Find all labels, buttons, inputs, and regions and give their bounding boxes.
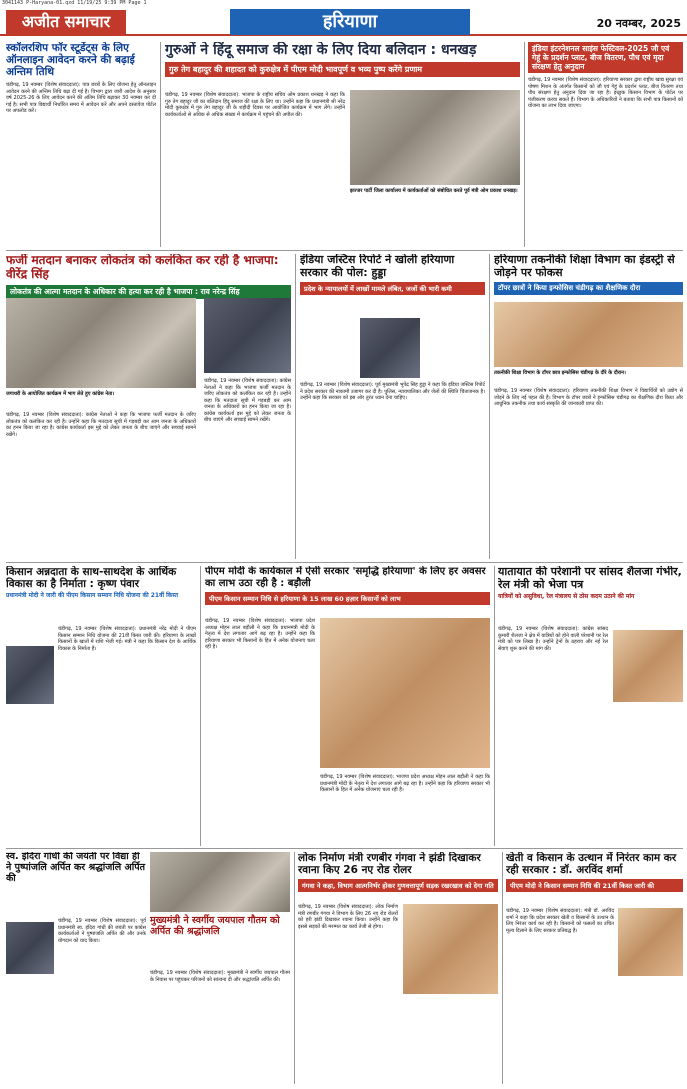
story-subhead: प्रदेश के न्यायालयों में लाखों मामले लंबित, जजों की भारी कमी [300, 282, 485, 295]
story-body: चंडीगढ़, 19 नवम्बर (विशेष संवाददाता): कांग्रेस सांसद कुमारी शैलजा ने क्षेत्र में यात्रियों को होने वाली परेशानी पर रेल मंत्री को पत्र लिखा है। उन्होंने ट्रेनों के ठहराव और नई रेल सेवाएं शुरू करने की मांग की। [498, 626, 608, 652]
story-body: चंडीगढ़, 19 नवम्बर (विशेष संवाददाता): प्रधानमंत्री नरेंद्र मोदी ने पीएम किसान सम्मान निधि योजना की 21वीं किस्त जारी की। हरियाणा के लाखों किसानों के खातों में राशि भेजी गई। मंत्री ने कहा कि किसान देश के आर्थिक विकास के निर्माता हैं। [58, 626, 196, 652]
story-dhankhar [165, 42, 520, 247]
story-headline: यातायात की परेशानी पर सांसद शैलजा गंभीर, रेल मंत्री को भेजा पत्र [498, 566, 682, 591]
story-headline: हरियाणा तकनीकी शिक्षा विभाग का इंडस्ट्री से जोड़ने पर फोकस [494, 254, 675, 279]
story-subhead: पीएम मोदी ने किसान सम्मान निधि की 21वीं किस्त जारी की [506, 879, 683, 892]
story-subhead: गुरु तेग बहादुर की शहादत को कुरुक्षेत्र में पीएम मोदी भावपूर्ण व भव्य पुष्प करेंगे प्रणाम [165, 62, 520, 77]
story-photo [6, 298, 196, 388]
story-fake-voting [6, 254, 291, 559]
photo-caption: झज्जर पार्टी जिला कार्यालय में कार्यकर्ताओं को संबोधित करते पूर्व मंत्री ओम प्रकाश धनखड़। [350, 188, 518, 194]
story-subhead: गंगवा ने कहा, विभाग आत्मनिर्भर होकर गुणवत्तापूर्ण सड़क रखरखाव को देगा गति [298, 879, 498, 892]
portrait-photo [613, 630, 683, 702]
story-headline: लोक निर्माण मंत्री रणबीर गंगवा ने झंडी दिखाकर रवाना किए 26 नए रोड रोलर [298, 852, 481, 877]
story-body: चंडीगढ़, 19 नवम्बर (विशेष संवाददाता): मंत्री डॉ. अरविंद शर्मा ने कहा कि प्रदेश सरकार खेती व किसानों के उत्थान के लिए निरंतर कार्य कर रही है। किसानों को फसलों का उचित मूल्य दिलाने के लिए सरकार प्रतिबद्ध है। [506, 908, 614, 934]
story-farmers-panwar [6, 566, 196, 846]
story-headline: स्व. इंदिरा गांधी की जयंती पर विद्या ही ने पुष्पांजलि अर्पित कर श्रद्धांजलि अर्पित की [6, 852, 146, 884]
story-body-continued: चंडीगढ़, 19 नवम्बर (विशेष संवाददाता): कांग्रेस नेताओं ने कहा कि भाजपा फर्जी मतदान के जरिए लोकतंत्र को कलंकित कर रही है। उन्होंने कहा कि मतदाता सूची में गड़बड़ी कर आम जनता के अधिकारों का हनन किया जा रहा है। कांग्रेस कार्यकर्ता इस मुद्दे को लेकर जनता के बीच जाएंगे और सच्चाई सामने रखेंगे। [204, 378, 291, 423]
portrait-photo [204, 298, 291, 373]
story-subhead: लोकतंत्र की आत्मा मतदान के अधिकार की हत्या कर रही है भाजपा : राव नरेन्द्र सिंह [6, 285, 291, 299]
story-body: चंडीगढ़, 19 नवम्बर (विशेष संवाददाता): हरियाणा सरकार द्वारा राष्ट्रीय खाद्य सुरक्षा एवं पोषण मिशन के अंतर्गत किसानों को जौ एवं गेहूं के प्रदर्शन प्लाट, बीज वितरण तथा पौध संरक्षण हेतु अनुदान दिया जा रहा है। इच्छुक किसान विभाग के पोर्टल पर पंजीकरण करवा सकते हैं। विभाग के अधिकारियों ने बताया कि सभी पात्र किसानों को योजना का लाभ दिया जाएगा। [528, 77, 683, 109]
story-road-rollers [298, 852, 498, 1084]
story-body: चंडीगढ़, 19 नवम्बर (विशेष संवाददाता): भाजपा प्रदेश अध्यक्ष मोहन लाल बड़ौली ने कहा कि प्रधानमंत्री मोदी के नेतृत्व में देश लगातार आगे बढ़ रहा है। उन्होंने कहा कि हरियाणा सरकार भी किसानों के हित में अनेक योजनाएं चला रही है। [205, 618, 315, 650]
story-body: चंडीगढ़, 19 नवम्बर (विशेष संवाददाता): कांग्रेस नेताओं ने कहा कि भाजपा फर्जी मतदान के जरिए लोकतंत्र को कलंकित कर रही है। उन्होंने कहा कि मतदाता सूची में गड़बड़ी कर आम जनता के अधिकारों का हनन किया जा रहा है। कांग्रेस कार्यकर्ता इस मुद्दे को लेकर जनता के बीच जाएंगे और सच्चाई सामने रखेंगे। [6, 412, 196, 438]
story-justice-report [300, 254, 485, 559]
story-body: चंडीगढ़, 19 नवम्बर (विशेष संवाददाता): पूर्व प्रधानमंत्री स्व. इंदिरा गांधी की जयंती पर कांग्रेस कार्यकर्ताओं ने पुष्पांजलि अर्पित की और उनके योगदान को याद किया। [58, 918, 146, 944]
story-scholarship [6, 42, 156, 247]
story-subhead: प्रधानमंत्री मोदी ने जारी की पीएम किसान सम्मान निधि योजना की 21वीं किस्त [6, 592, 179, 600]
portrait-photo [403, 904, 498, 994]
story-body: चंडीगढ़, 19 नवम्बर (विशेष संवाददाता): हरियाणा तकनीकी शिक्षा विभाग ने विद्यार्थियों को उद्योग से जोड़ने के लिए नई पहल की है। विभाग के टॉपर छात्रों ने इन्फोसिस चंडीगढ़ का शैक्षणिक दौरा किया और आधुनिक तकनीक तथा कार्य संस्कृति की जानकारी प्राप्त की। [494, 388, 683, 407]
story-photo [150, 852, 290, 912]
portrait-photo [6, 922, 54, 974]
story-headline: फर्जी मतदान बनाकर लोकतंत्र को कलंकित कर रही है भाजपा: वीरेंद्र सिंह [6, 254, 279, 281]
story-kicker: इंडिया इंटरनेशनल साइंस फेस्टिवल-2025 जौ एवं गेहूं के प्रदर्शन प्लाट, बीज वितरण, पौध एवं मृदा संरक्षण हेतु अनुदान [528, 42, 683, 73]
newspaper-name: अजीत समाचार [6, 10, 126, 34]
section-title: हरियाणा [230, 9, 470, 35]
issue-date: 20 नवम्बर, 2025 [596, 17, 681, 30]
photo-caption: जगाधरी के आयोजित कार्यक्रम में भाग लेते हुए कांग्रेस नेता। [6, 391, 115, 397]
story-headline: इंडिया जस्टिस रिपोर्ट ने खोली हरियाणा सरकार की पोल: हुड्डा [300, 254, 455, 279]
story-indira-gandhi [6, 852, 146, 1084]
story-technical-education [494, 254, 683, 559]
story-body: चंडीगढ़, 19 नवम्बर (विशेष संवाददाता): पात्र छात्रों के लिए योजना हेतु ऑनलाइन आवेदन करने की अन्तिम तिथि बढ़ा दी गई है। विभाग द्वारा जारी आदेश के अनुसार वर्ष 2025-26 के लिए आवेदन करने की अंतिम तिथि बढ़ाकर 30 नवम्बर कर दी गई है। सभी पात्र विद्यार्थी निर्धारित समय में आवेदन करें और अपने दस्तावेज पोर्टल पर अपलोड करें। [6, 82, 156, 115]
story-headline: गुरुओं ने हिंदू समाज की रक्षा के लिए दिया बलिदान : धनखड़ [165, 42, 477, 58]
masthead [0, 8, 687, 36]
story-headline: खेती व किसान के उत्थान में निरंतर काम कर रही सरकार : डॉ. अरविंद शर्मा [506, 852, 677, 877]
story-headline: स्कॉलरशिप फॉर स्टूडेंट्स के लिए ऑनलाइन आवेदन करने की बढ़ाई अन्तिम तिथि [6, 42, 135, 79]
story-body: चंडीगढ़, 19 नवम्बर (विशेष संवाददाता): लोक निर्माण मंत्री रणबीर गंगवा ने विभाग के लिए 26 नए रोड रोलरों को हरी झंडी दिखाकर रवाना किया। उन्होंने कहा कि इससे सड़कों की मरम्मत का कार्य तेजी से होगा। [298, 904, 398, 930]
story-body: चंडीगढ़, 19 नवम्बर (विशेष संवाददाता): मुख्यमंत्री ने स्वर्गीय जयपाल गौतम के निवास पर पहुंचकर परिजनों को सांत्वना दी और श्रद्धांजलि अर्पित की। [150, 970, 290, 983]
story-photo [494, 302, 683, 367]
portrait-photo [6, 646, 54, 704]
file-info: 3041143 P-Haryana-01.qxd 11/19/25 9:39 PM Page 1 [2, 0, 147, 6]
portrait-photo [618, 908, 683, 976]
story-subhead: यात्रियों को असुविधा, रेल मंत्रालय से ठोस कदम उठाने की मांग [498, 593, 635, 601]
portrait-photo [360, 318, 420, 378]
story-selja-railway [498, 566, 683, 846]
story-photo [320, 618, 490, 768]
story-body: चंडीगढ़, 19 नवम्बर (विशेष संवाददाता): भाजपा के राष्ट्रीय सचिव ओम प्रकाश धनखड़ ने कहा कि गुरु तेग बहादुर जी का बलिदान हिंदू समाज की रक्षा के लिए था। उन्होंने कहा कि प्रधानमंत्री श्री नरेंद्र मोदी कुरुक्षेत्र में गुरु तेग बहादुर जी के शहीदी दिवस पर आयोजित कार्यक्रम में भाग लेंगे। उन्होंने कार्यकर्ताओं से अधिक से अधिक संख्या में कार्यक्रम में पहुंचने की अपील की। [165, 92, 345, 118]
story-arvind-sharma [506, 852, 683, 1084]
story-subhead: टॉपर छात्रों ने किया इन्फोसिस चंडीगढ़ का शैक्षणिक दौरा [494, 282, 683, 295]
photo-caption: तकनीकी शिक्षा विभाग के टॉपर छात्र इन्फोसिस चंडीगढ़ के दौरे के दौरान। [494, 370, 626, 376]
story-science-festival [528, 42, 683, 247]
story-photo [350, 90, 520, 185]
story-subhead: पीएम किसान सम्मान निधि से हरियाणा के 15 लाख 60 हज़ार किसानों को लाभ [205, 592, 490, 605]
story-body-continued: चंडीगढ़, 19 नवम्बर (विशेष संवाददाता): भाजपा प्रदेश अध्यक्ष मोहन लाल बड़ौली ने कहा कि प्रधानमंत्री मोदी के नेतृत्व में देश लगातार आगे बढ़ रहा है। उन्होंने कहा कि हरियाणा सरकार भी किसानों के हित में अनेक योजनाएं चला रही है। [320, 774, 490, 793]
story-body: चंडीगढ़, 19 नवम्बर (विशेष संवाददाता): पूर्व मुख्यमंत्री भूपेंद्र सिंह हुड्डा ने कहा कि इंडिया जस्टिस रिपोर्ट ने प्रदेश सरकार की नाकामी उजागर कर दी है। पुलिस, न्यायपालिका और जेलों की स्थिति चिंताजनक है। उन्होंने कहा कि सरकार को इस ओर तुरंत ध्यान देना चाहिए। [300, 382, 485, 401]
story-headline: मुख्यमंत्री ने स्वर्गीय जयपाल गौतम को अर्पित की श्रद्धांजलि [150, 915, 280, 937]
story-badoli [205, 566, 490, 846]
story-headline: पीएम मोदी के कार्यकाल में ऐसी सरकार 'समृद्धि हरियाणा' के लिए हर अवसर का लाभ उठा रही है : बड़ौली [205, 566, 486, 589]
story-jaipal-gautam [150, 852, 290, 1084]
story-headline: किसान अन्नदाता के साथ-साथदेश के आर्थिक विकास का है निर्माता : कृष्ण पंवार [6, 566, 177, 591]
